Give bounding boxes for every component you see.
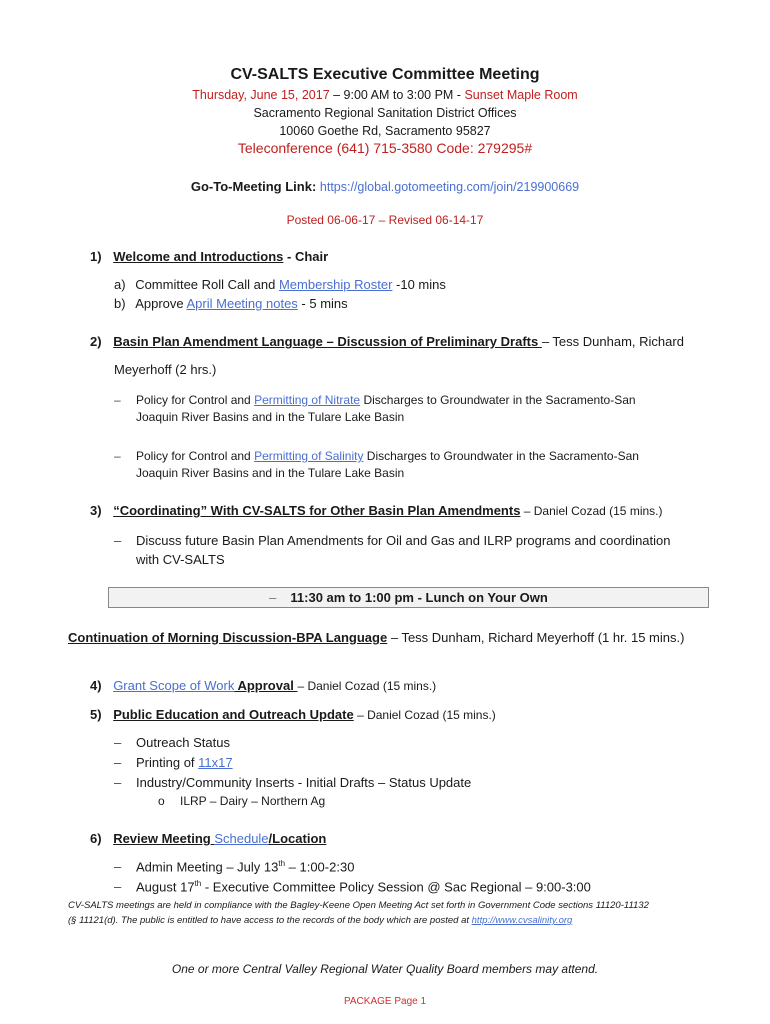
bullet-text: Admin Meeting – July 13 [136,859,279,875]
meeting-room: Sunset Maple Room [464,88,578,102]
dash-bullet: – [114,449,121,463]
posted-line: Posted 06-06-17 – Revised 06-14-17 [286,213,484,227]
dash-bullet: – [114,393,121,407]
superscript: th [194,879,202,888]
bullet-text: August 17 [136,879,195,895]
teleconference-line: Teleconference (641) 715-3580 Code: 279295# [237,140,533,156]
item-3-presenter: – Daniel Cozad (15 mins.) [520,504,663,518]
bullet-text: Policy for Control and [136,393,255,407]
item-2-bullet-1 [114,392,694,426]
sub-bullet-text: ILRP – Dairy – Northern Ag [180,794,326,808]
item-number: 1) [90,249,102,264]
agenda-item-2 [90,334,684,349]
item-1-title: Welcome and Introductions [113,249,284,264]
agenda-item-4 [90,678,436,693]
dash-bullet: – [114,859,122,875]
compliance-note [68,898,708,928]
meeting-time: – 9:00 AM to 3:00 PM - [329,88,465,102]
meeting-date-line [0,88,770,102]
printing-11x17-link[interactable]: 11x17 [198,755,233,770]
item-1-presenter: - Chair [283,249,329,264]
item-6-title-part2: /Location [268,831,327,846]
grant-scope-link[interactable]: Grant Scope of Work [113,678,235,693]
goto-meeting-line [0,179,770,194]
bullet-text: Joaquin River Basins and in the Tulare Lake Basin [136,466,405,480]
bullet-text: Discharges to Groundwater in the Sacramento-San [363,449,639,463]
goto-label: Go-To-Meeting Link: [190,179,317,194]
cvsalinity-link[interactable]: http://www.cvsalinity.org [471,915,573,926]
item-5-bullet-1 [114,735,230,750]
attendance-note: One or more Central Valley Regional Water Quality Board members may attend. [171,962,599,976]
bullet-text: with CV-SALTS [136,552,225,567]
goto-meeting-link[interactable]: https://global.gotomeeting.com/join/219900669 [319,180,580,194]
bullet-text: Discuss future Basin Plan Amendments for Oil and Gas and ILRP programs and coordination [136,533,671,548]
bullet-text: Outreach Status [136,735,230,750]
bullet-text: - Executive Committee Policy Session @ Sac Regional – 9:00-3:00 [201,879,591,895]
item-1a-text: Committee Roll Call and [135,277,279,292]
lunch-text: 11:30 am to 1:00 pm - Lunch on Your Own [290,590,548,605]
dash-bullet: – [114,775,122,790]
agenda-item-3 [90,503,662,518]
bullet-text: Policy for Control and [136,449,255,463]
item-number: 5) [90,707,102,722]
agenda-item-6 [90,831,326,846]
item-2-duration: Meyerhoff (2 hrs.) [114,362,217,377]
page-number: PACKAGE Page 1 [343,996,427,1007]
location-line-2: 10060 Goethe Rd, Sacramento 95827 [279,124,491,138]
item-number: 3) [90,503,102,518]
compliance-text: CV-SALTS meetings are held in compliance with the Bagley-Keene Open Meeting Act set forth in Government Code sections 11120-11132 [68,900,649,911]
item-5-bullet-2 [114,755,233,770]
item-6-title-part1: Review Meeting [113,831,215,846]
bullet-text: – 1:00-2:30 [285,859,355,875]
dash-bullet: – [114,755,122,770]
item-1b-duration: - 5 mins [297,296,348,311]
continuation-presenters: – Tess Dunham, Richard Meyerhoff (1 hr. 15 mins.) [387,630,685,645]
lunch-break-box [108,587,709,608]
membership-roster-link[interactable]: Membership Roster [278,277,393,292]
april-meeting-notes-link[interactable]: April Meeting notes [186,296,298,311]
superscript: th [278,859,286,868]
item-letter: b) [114,296,126,311]
item-2-bullet-2 [114,448,694,482]
agenda-item-1a [114,277,446,292]
continuation-title: Continuation of Morning Discussion-BPA Language [68,630,388,645]
bullet-text: Industry/Community Inserts - Initial Drafts – Status Update [136,775,472,790]
location-line-1: Sacramento Regional Sanitation District Offices [253,106,517,120]
item-2-title: Basin Plan Amendment Language – Discussion of Preliminary Drafts [113,334,542,349]
item-1a-duration: -10 mins [392,277,446,292]
dash-bullet: – [114,533,122,548]
item-5-sub-bullet [158,794,325,808]
item-5-title: Public Education and Outreach Update [113,707,354,722]
circle-bullet: o [158,794,165,808]
item-3-bullet-1 [114,531,714,569]
schedule-link[interactable]: Schedule [214,831,269,846]
item-2-presenters: – Tess Dunham, Richard [541,334,684,349]
dash-bullet: – [269,590,277,605]
item-4-title: Approval [234,678,298,693]
item-number: 6) [90,831,102,846]
item-number: 4) [90,678,102,693]
dash-bullet: – [114,879,122,895]
item-5-presenter: – Daniel Cozad (15 mins.) [353,708,496,722]
item-4-presenter: – Daniel Cozad (15 mins.) [297,679,437,693]
agenda-item-5 [90,707,496,722]
agenda-item-1b [114,296,348,311]
permitting-salinity-link[interactable]: Permitting of Salinity [254,449,364,463]
item-number: 2) [90,334,102,349]
agenda-item-1 [90,249,328,264]
item-letter: a) [114,277,126,292]
item-6-bullet-1 [114,859,354,874]
bullet-text: Printing of [136,755,199,770]
dash-bullet: – [114,735,122,750]
item-5-bullet-3 [114,775,471,790]
permitting-nitrate-link[interactable]: Permitting of Nitrate [254,393,361,407]
document-title: CV-SALTS Executive Committee Meeting [230,66,540,83]
item-1b-text: Approve [135,296,187,311]
item-3-title: “Coordinating” With CV-SALTS for Other Basin Plan Amendments [113,503,521,518]
meeting-date: Thursday, June 15, 2017 [192,88,330,102]
continuation-line [68,630,684,645]
bullet-text: Discharges to Groundwater in the Sacramento-San [360,393,636,407]
compliance-text: (§ 11121(d). The public is entitled to have access to the records of the body which are posted at [68,915,472,926]
bullet-text: Joaquin River Basins and in the Tulare Lake Basin [136,410,405,424]
item-6-bullet-2 [114,879,591,894]
